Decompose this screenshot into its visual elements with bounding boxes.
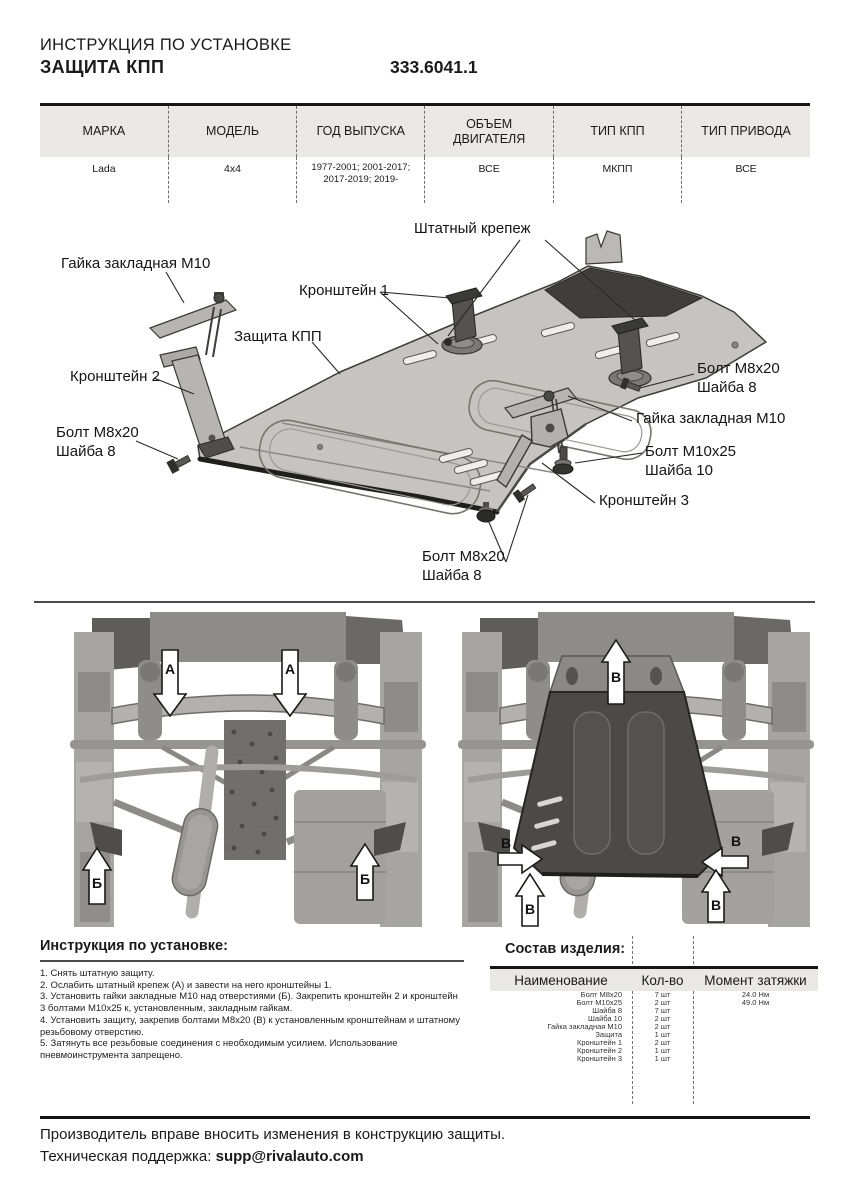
shayba-8-text: Шайба 8 <box>697 379 757 396</box>
parts-row <box>490 1031 818 1039</box>
instruction-step: 4. Установить защиту, закрепив болтами М8х20 (В) к установленным кронштейнам и штатному резьбовому отверстию. <box>40 1014 461 1038</box>
support-email: supp@rivalauto.com <box>215 1148 364 1165</box>
val-gearbox: МКПП <box>553 157 681 203</box>
label-bolt-m8-left <box>56 423 139 461</box>
col-marka: МАРКА <box>40 105 168 158</box>
photo-underside-before <box>62 612 434 930</box>
marker-a-1: А <box>164 661 176 677</box>
part-name: Кронштейн 2 <box>577 1046 622 1055</box>
parts-title: Состав изделия: <box>505 941 626 957</box>
marker-a-2: А <box>284 661 296 677</box>
part-torque <box>693 1031 818 1039</box>
parts-col-torque: Момент затяжки <box>704 972 807 988</box>
part-qty: 1 шт <box>654 1030 671 1039</box>
parts-row <box>490 1047 818 1055</box>
part-torque: 49.0 Нм <box>741 998 770 1007</box>
label-bracket-2: Кронштейн 2 <box>70 368 160 385</box>
part-name: Защита <box>595 1030 622 1039</box>
instruction-step: 1. Снять штатную защиту. <box>40 968 155 979</box>
bolt-m8-text: Болт М8х20 <box>56 424 139 441</box>
parts-list <box>490 936 818 1106</box>
bolt-m10-text: Болт М10х25 <box>645 443 737 460</box>
instructions-rule <box>40 960 464 962</box>
parts-row <box>490 1039 818 1047</box>
part-qty: 1 шт <box>654 1046 671 1055</box>
vehicle-table-header-row <box>40 105 810 158</box>
part-torque <box>693 1039 818 1047</box>
col-engine: ОБЪЕМ ДВИГАТЕЛЯ <box>425 105 553 158</box>
label-bolt-m10 <box>645 442 736 480</box>
part-number: 333.6041.1 <box>390 57 478 77</box>
parts-header-row <box>490 966 818 991</box>
marker-v-top: В <box>610 669 622 685</box>
instruction-step: 2. Ослабить штатный крепеж (А) и завести на него кронштейны 1. <box>40 979 332 991</box>
marker-v-mid-left: В <box>500 835 512 851</box>
parts-row <box>490 1007 818 1015</box>
parts-row <box>490 1055 818 1063</box>
part-name: Болт М8х20 <box>580 990 622 999</box>
part-qty: 1 шт <box>654 1054 671 1063</box>
part-torque <box>693 1015 818 1023</box>
val-model: 4x4 <box>168 157 296 203</box>
label-bracket-3: Кронштейн 3 <box>599 492 689 509</box>
part-torque <box>693 1055 818 1063</box>
instructions-title: Инструкция по установке: <box>40 938 228 954</box>
footer-disclaimer: Производитель вправе вносить изменения в конструкцию защиты. <box>40 1126 506 1143</box>
part-name: Шайба 10 <box>588 1014 622 1023</box>
marker-v-bottom-left: В <box>524 901 536 917</box>
part-name: Кронштейн 3 <box>577 1054 622 1063</box>
part-name: Гайка закладная М10 <box>547 1022 622 1031</box>
marker-v-mid-right: В <box>730 833 742 849</box>
label-bracket-1: Кронштейн 1 <box>299 282 389 299</box>
parts-row <box>490 1015 818 1023</box>
parts-row <box>490 999 818 1007</box>
part-torque: 24.0 Нм <box>741 990 770 999</box>
val-marka: Lada <box>40 157 168 203</box>
parts-row <box>490 1023 818 1031</box>
marker-b-1: Б <box>91 875 103 891</box>
part-name: Кронштейн 1 <box>577 1038 622 1047</box>
part-qty: 2 шт <box>654 1014 671 1023</box>
label-factory-fastener: Штатный крепеж <box>414 220 531 237</box>
marker-v-bottom-right: В <box>710 897 722 913</box>
label-bolt-m8-right <box>697 359 780 397</box>
footer-rule <box>40 1116 810 1119</box>
label-embedded-nut-left: Гайка закладная М10 <box>61 255 211 272</box>
shayba-10-text: Шайба 10 <box>645 462 713 479</box>
doc-title-line1: ИНСТРУКЦИЯ ПО УСТАНОВКЕ <box>40 36 292 54</box>
marker-b-2: Б <box>359 871 371 887</box>
bolt-m8-text: Болт М8х20 <box>697 360 780 377</box>
doc-title-line2: ЗАЩИТА КПП <box>40 57 165 77</box>
part-torque <box>693 1007 818 1015</box>
col-drive: ТИП ПРИВОДА <box>682 105 810 158</box>
footer-support-label: Техническая поддержка: <box>40 1148 216 1165</box>
parts-rows <box>490 991 818 1063</box>
section-divider <box>34 601 815 603</box>
part-torque <box>693 1047 818 1055</box>
label-skid-plate: Защита КПП <box>234 328 322 345</box>
col-gearbox: ТИП КПП <box>553 105 681 158</box>
exploded-diagram <box>0 195 849 603</box>
part-torque <box>693 1023 818 1031</box>
parts-col-name: Наименование <box>514 972 608 988</box>
part-name: Болт М10х25 <box>576 998 622 1007</box>
col-year: ГОД ВЫПУСКА <box>297 105 425 158</box>
col-model: МОДЕЛЬ <box>168 105 296 158</box>
val-year: 1977-2001; 2001-2017; 2017-2019; 2019- <box>297 157 425 203</box>
part-qty: 2 шт <box>654 1038 671 1047</box>
part-qty: 2 шт <box>654 998 671 1007</box>
val-drive: ВСЕ <box>735 163 757 175</box>
photo-underside-after <box>450 612 822 930</box>
val-engine: ВСЕ <box>425 157 553 203</box>
shayba-8-text: Шайба 8 <box>422 567 482 584</box>
instruction-step: 3. Установить гайки закладные М10 над отверстиями (Б). Закрепить кронштейн 2 и кронштейн 3 болтами М10х25 к, установленным, закладным гайкам. <box>40 991 458 1015</box>
instruction-step: 5. Затянуть все резьбовые соединения с необходимым усилием. Использование пневмоинструмента запрещено. <box>40 1038 398 1061</box>
part-qty: 2 шт <box>654 1022 671 1031</box>
label-bolt-m8-bottom <box>422 547 505 585</box>
part-name: Шайба 8 <box>592 1006 622 1015</box>
label-embedded-nut-right: Гайка закладная М10 <box>636 410 786 427</box>
parts-col-qty: Кол-во <box>641 972 684 988</box>
installation-instructions <box>40 938 464 1062</box>
part-qty: 7 шт <box>654 1006 671 1015</box>
shayba-8-text: Шайба 8 <box>56 443 116 460</box>
bolt-m10 <box>553 447 573 474</box>
bracket2-assembly <box>150 292 236 458</box>
vehicle-table <box>40 103 810 203</box>
footer-support <box>40 1148 364 1165</box>
part-qty: 7 шт <box>654 990 671 999</box>
bolt-m8-text: Болт М8х20 <box>422 548 505 565</box>
